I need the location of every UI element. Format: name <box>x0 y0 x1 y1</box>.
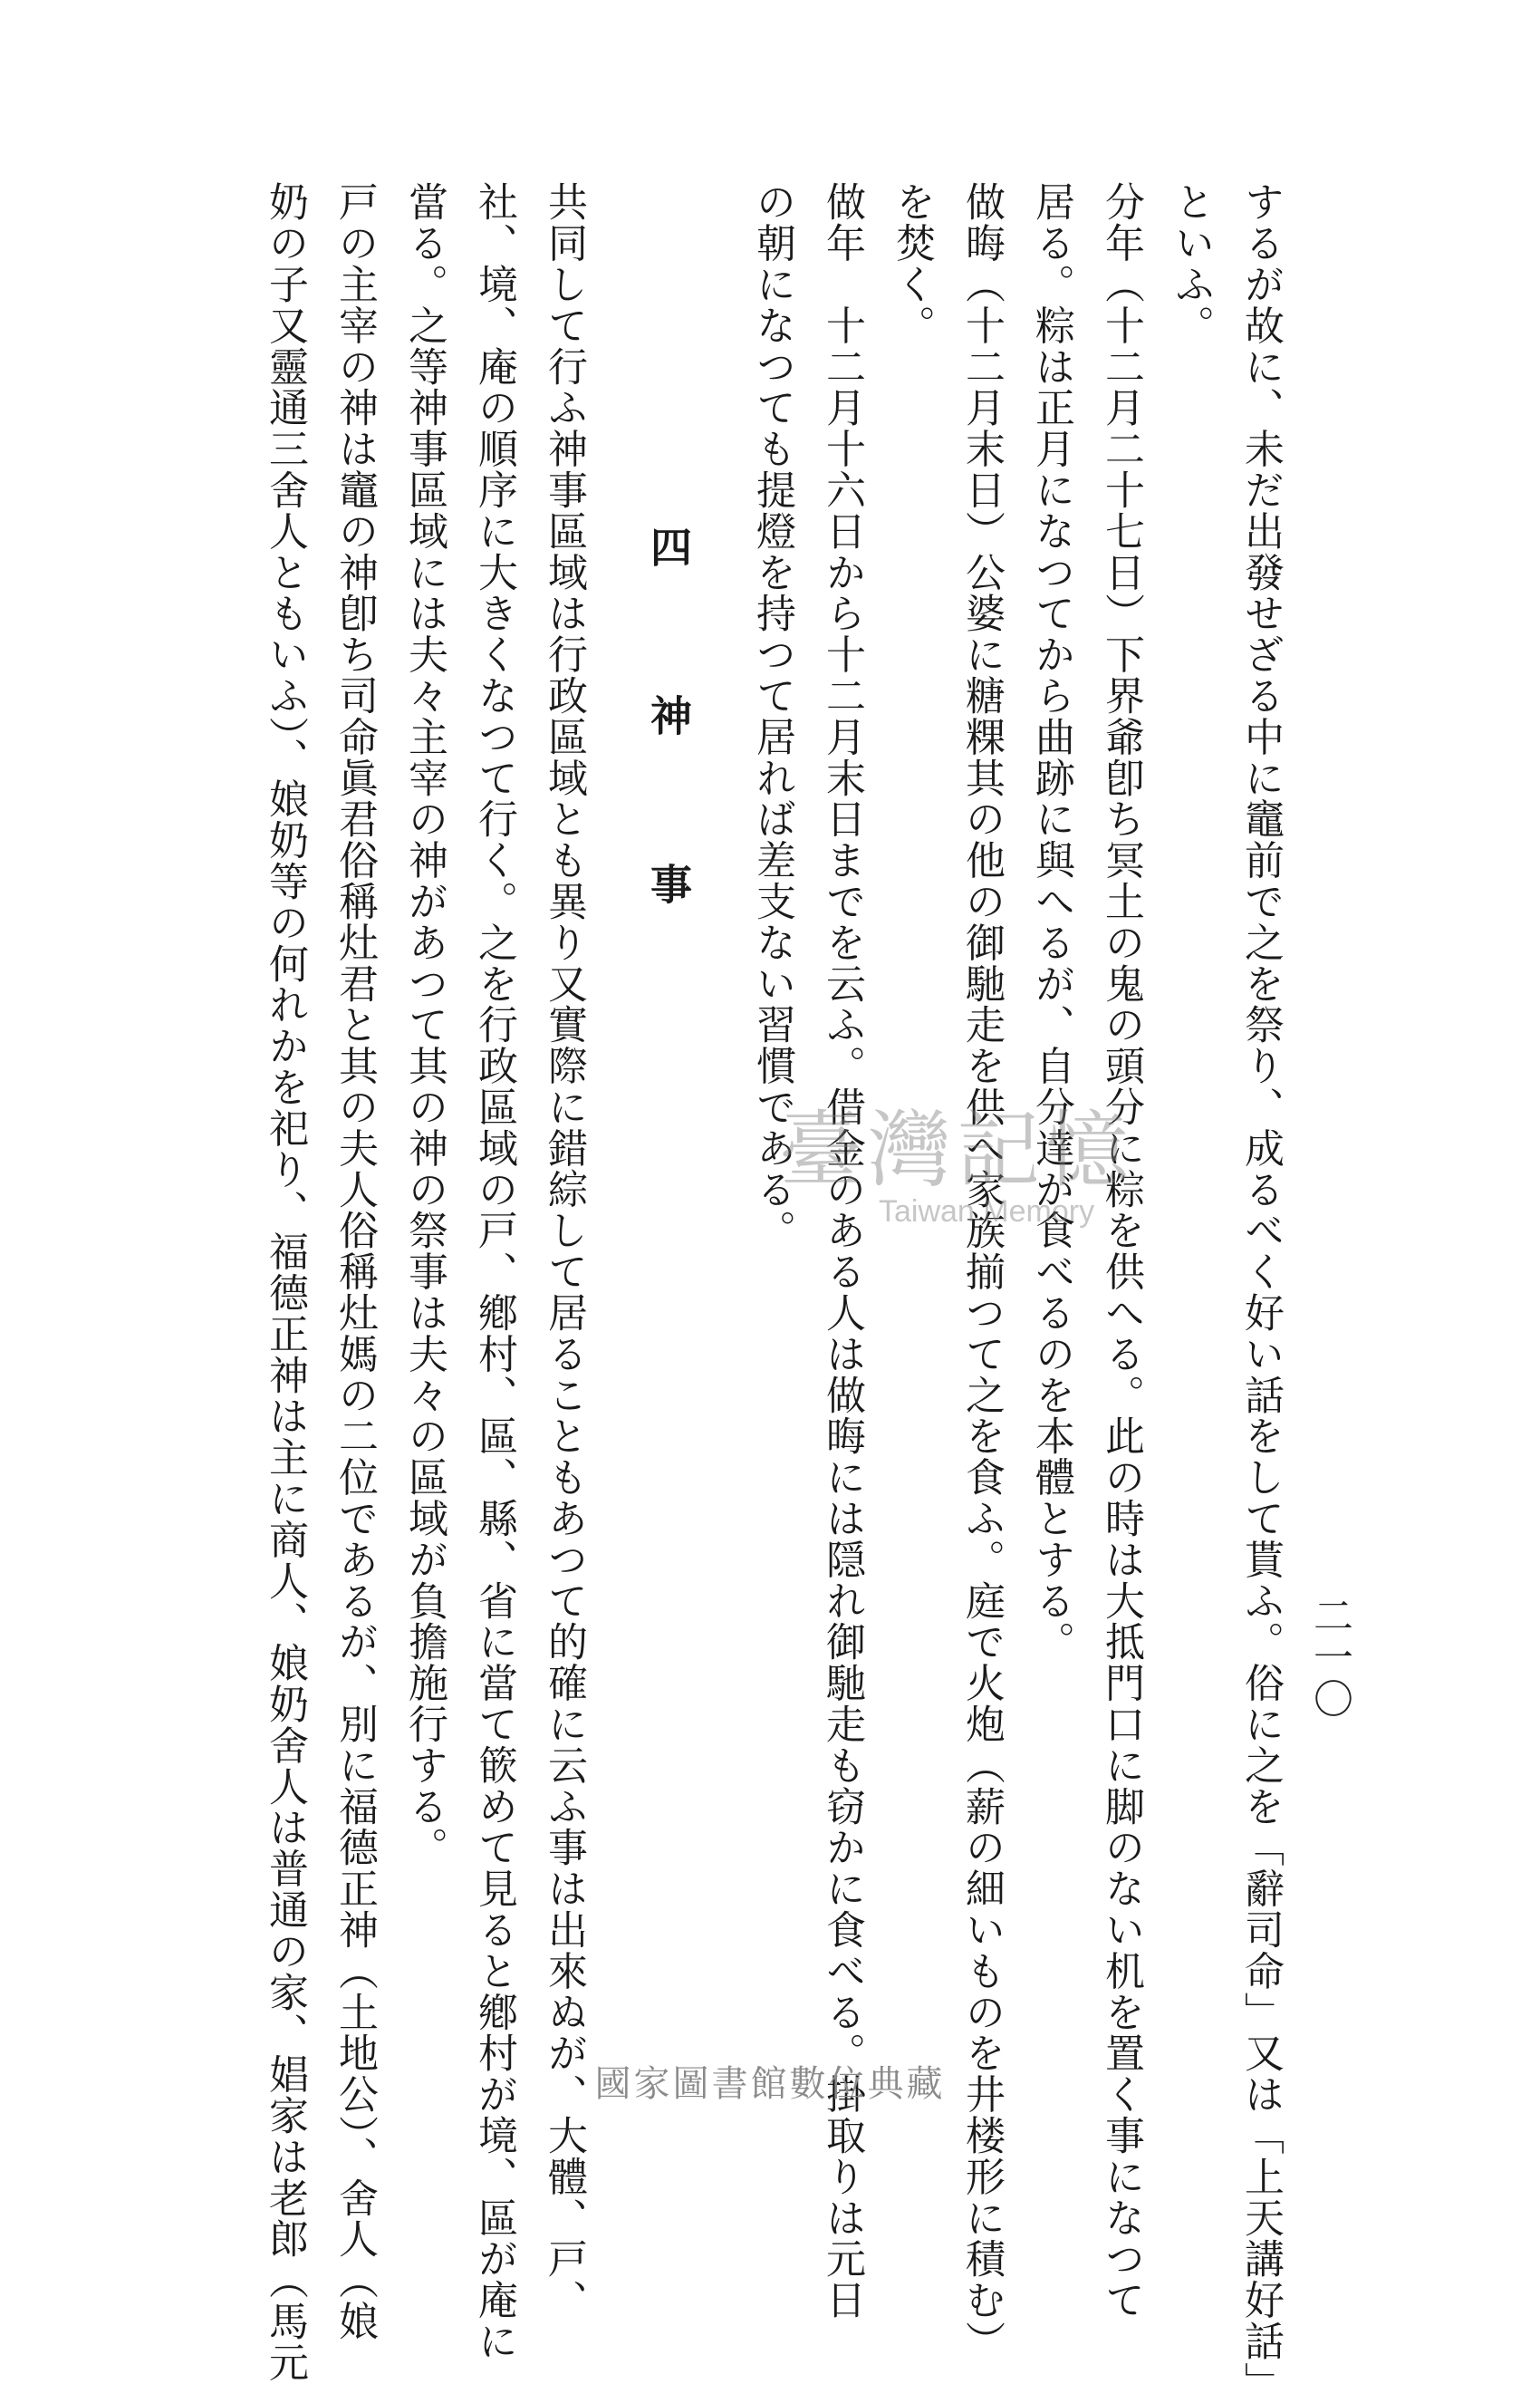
text-line: 當る。之等神事區域には夫々主宰の神があつて其の神の祭事は夫々の區域が負擔施行する。 <box>401 181 448 1868</box>
text-line: 做年 十二月十六日から十二月末日までを云ふ。借金のある人は做晦には隠れ御馳走も窃かに食べる。掛取りは元日 <box>819 181 865 2321</box>
text-line: 戸の主宰の神は竈の神卽ち司命眞君俗稱灶君と其の夫人俗稱灶媽の二位であるが、別に福德正神（土地公）、舍人（娘 <box>332 181 378 2342</box>
text-line: 社、境、庵の順序に大きくなつて行く。之を行政區域の戸、鄕村、區、縣、省に當て篏めて見ると鄕村が境、區が庵に <box>471 181 517 2362</box>
text-line: 奶の子又靈通三舍人ともいふ）、娘奶等の何れかを祀り、福德正神は主に商人、娘奶舍人は普通の家、娼家は老郎（馬元 <box>262 181 308 2383</box>
watermark-subtitle: Taiwan Memory <box>879 1194 1095 1229</box>
text-line: 分年（十二月二十七日）下界爺卽ち冥土の鬼の頭分に粽を供へる。此の時は大抵門口に脚のない机を置く事になつて <box>1098 181 1144 2321</box>
text-line: を焚く。 <box>889 181 935 346</box>
watermark-title: 臺灣記憶 <box>779 1102 1135 1199</box>
text-line: するが故に、未だ出發せざる中に竈前で之を祭り、成るべく好い話をして貰ふ。俗に之を「辭司命」又は「上天講好話」 <box>1237 181 1284 2403</box>
text-line: 居る。粽は正月になつてから曲跡に與へるが、自分達が食べるのを本體とする。 <box>1028 181 1074 1663</box>
text-line: の朝になつても提燈を持つて居れば差支ない習慣である。 <box>749 181 795 1251</box>
page-number: 二一〇 <box>1306 1595 1352 1720</box>
text-line: といふ。 <box>1168 181 1214 346</box>
text-line: 共同して行ふ神事區域は行政區域とも異り又實際に錯綜して居ることもあつて的確に云ふ事は出來ぬが、大體、戸、 <box>541 181 587 2321</box>
section-heading: 四神事 <box>644 526 693 1031</box>
footer-credit: 國家圖書館數位典藏 <box>594 2063 946 2105</box>
text-line: 做晦（十二月末日）公婆に糖粿其の他の御馳走を供へ家族揃つて之を食ふ。庭で火炮（薪の細いものを井楼形に積む） <box>958 181 1005 2362</box>
